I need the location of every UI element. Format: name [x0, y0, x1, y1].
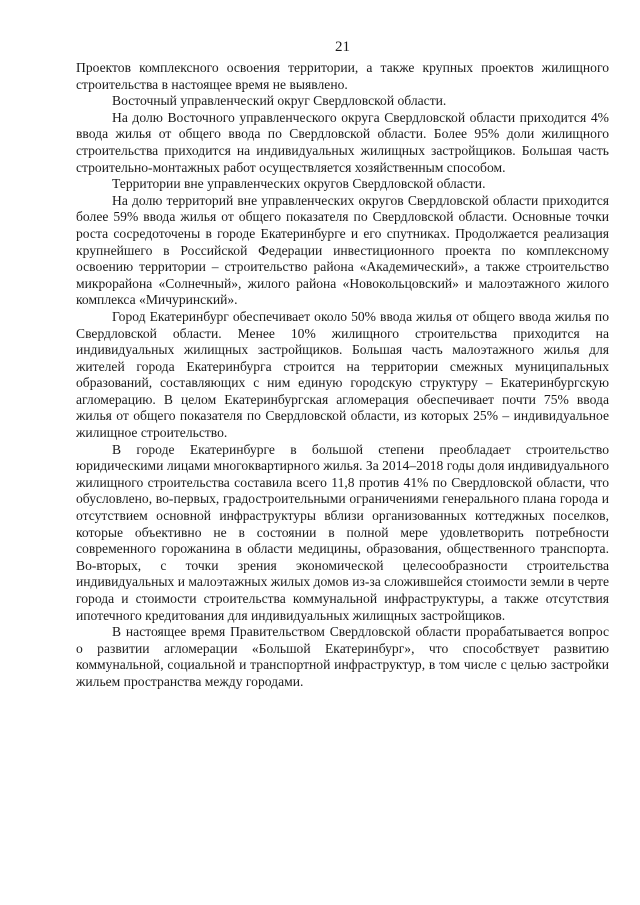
section-heading-eastern-district: Восточный управленческий округ Свердловской области.: [112, 93, 447, 109]
page-number: 21: [335, 39, 350, 55]
document-page: [76, 38, 609, 691]
paragraph-agglomeration: В настоящее время Правительством Свердловской области прорабатывается вопрос о развитии агломерации «Большой Екатеринбург», что способствует развитию коммунальной, социальной и транспортной инфраструктур, в том числе с целью застройки жильем пространства между городами.: [76, 624, 609, 689]
section-heading-outside-districts: Территории вне управленческих округов Свердловской области.: [112, 176, 486, 192]
paragraph-continuation: Проектов комплексного освоения территории, а также крупных проектов жилищного строительства в настоящее время не выявлено.: [76, 60, 609, 92]
paragraph-yekaterinburg-share: Город Екатеринбург обеспечивает около 50% ввода жилья от общего ввода жилья по Свердловской области. Менее 10% жилищного строительства приходится на индивидуальных жилищных застройщиков. Большая часть малоэтажного жилья для жителей города Екатеринбурга строится на территории смежных муниципальных образований, составляющих с ним единую городскую структуру – Екатеринбургскую агломерацию. В целом Екатеринбургская агломерация обеспечивает почти 75% ввода жилья от общего показателя по Свердловской области, из которых 25% – индивидуальное жилищное строительство.: [76, 308, 609, 441]
paragraph-eastern-district: На долю Восточного управленческого округа Свердловской области приходится 4% ввода жилья от общего ввода по Свердловской области. Более 95% доли жилищного строительства приходится на индивидуальных жилищных застройщиков. Большая часть строительно-монтажных работ осуществляется хозяйственным способом.: [76, 109, 609, 175]
paragraph-outside-districts: На долю территорий вне управленческих округов Свердловской области приходится более 59% ввода жилья от общего показателя по Свердловской области. Основные точки роста сосредоточены в городе Екатеринбурге и его спутниках. Продолжается реализация крупнейшего в Российской Федерации инвестиционного проекта по комплексному освоению территории – строительство района «Академический», а также строительство микрорайона «Солнечный», жилого района «Новокольцовский» и малоэтажного жилого комплекса «Мичуринский».: [76, 192, 609, 308]
paragraph-yekaterinburg-construction: В городе Екатеринбурге в большой степени преобладает строительство юридическими лицами многоквартирного жилья. За 2014–2018 годы доля индивидуального жилищного строительства составила всего 11,8 против 41% по Свердловской области, что обусловлено, во-первых, градостроительными ограничениями генерального плана города и отсутствием основной инфраструктуры вблизи организованных коттеджных поселков, которые объективно не в состоянии в полной мере удовлетворить потребности современного горожанина в области медицины, образования, общественного транспорта. Во-вторых, с точки зрения экономической целесообразности строительства индивидуальных и малоэтажных жилых домов из-за сложившейся стоимости земли в черте города и стоимости строительства коммунальной инфраструктуры, а также отсутствия ипотечного кредитования для индивидуальных жилищных застройщиков.: [76, 441, 609, 623]
